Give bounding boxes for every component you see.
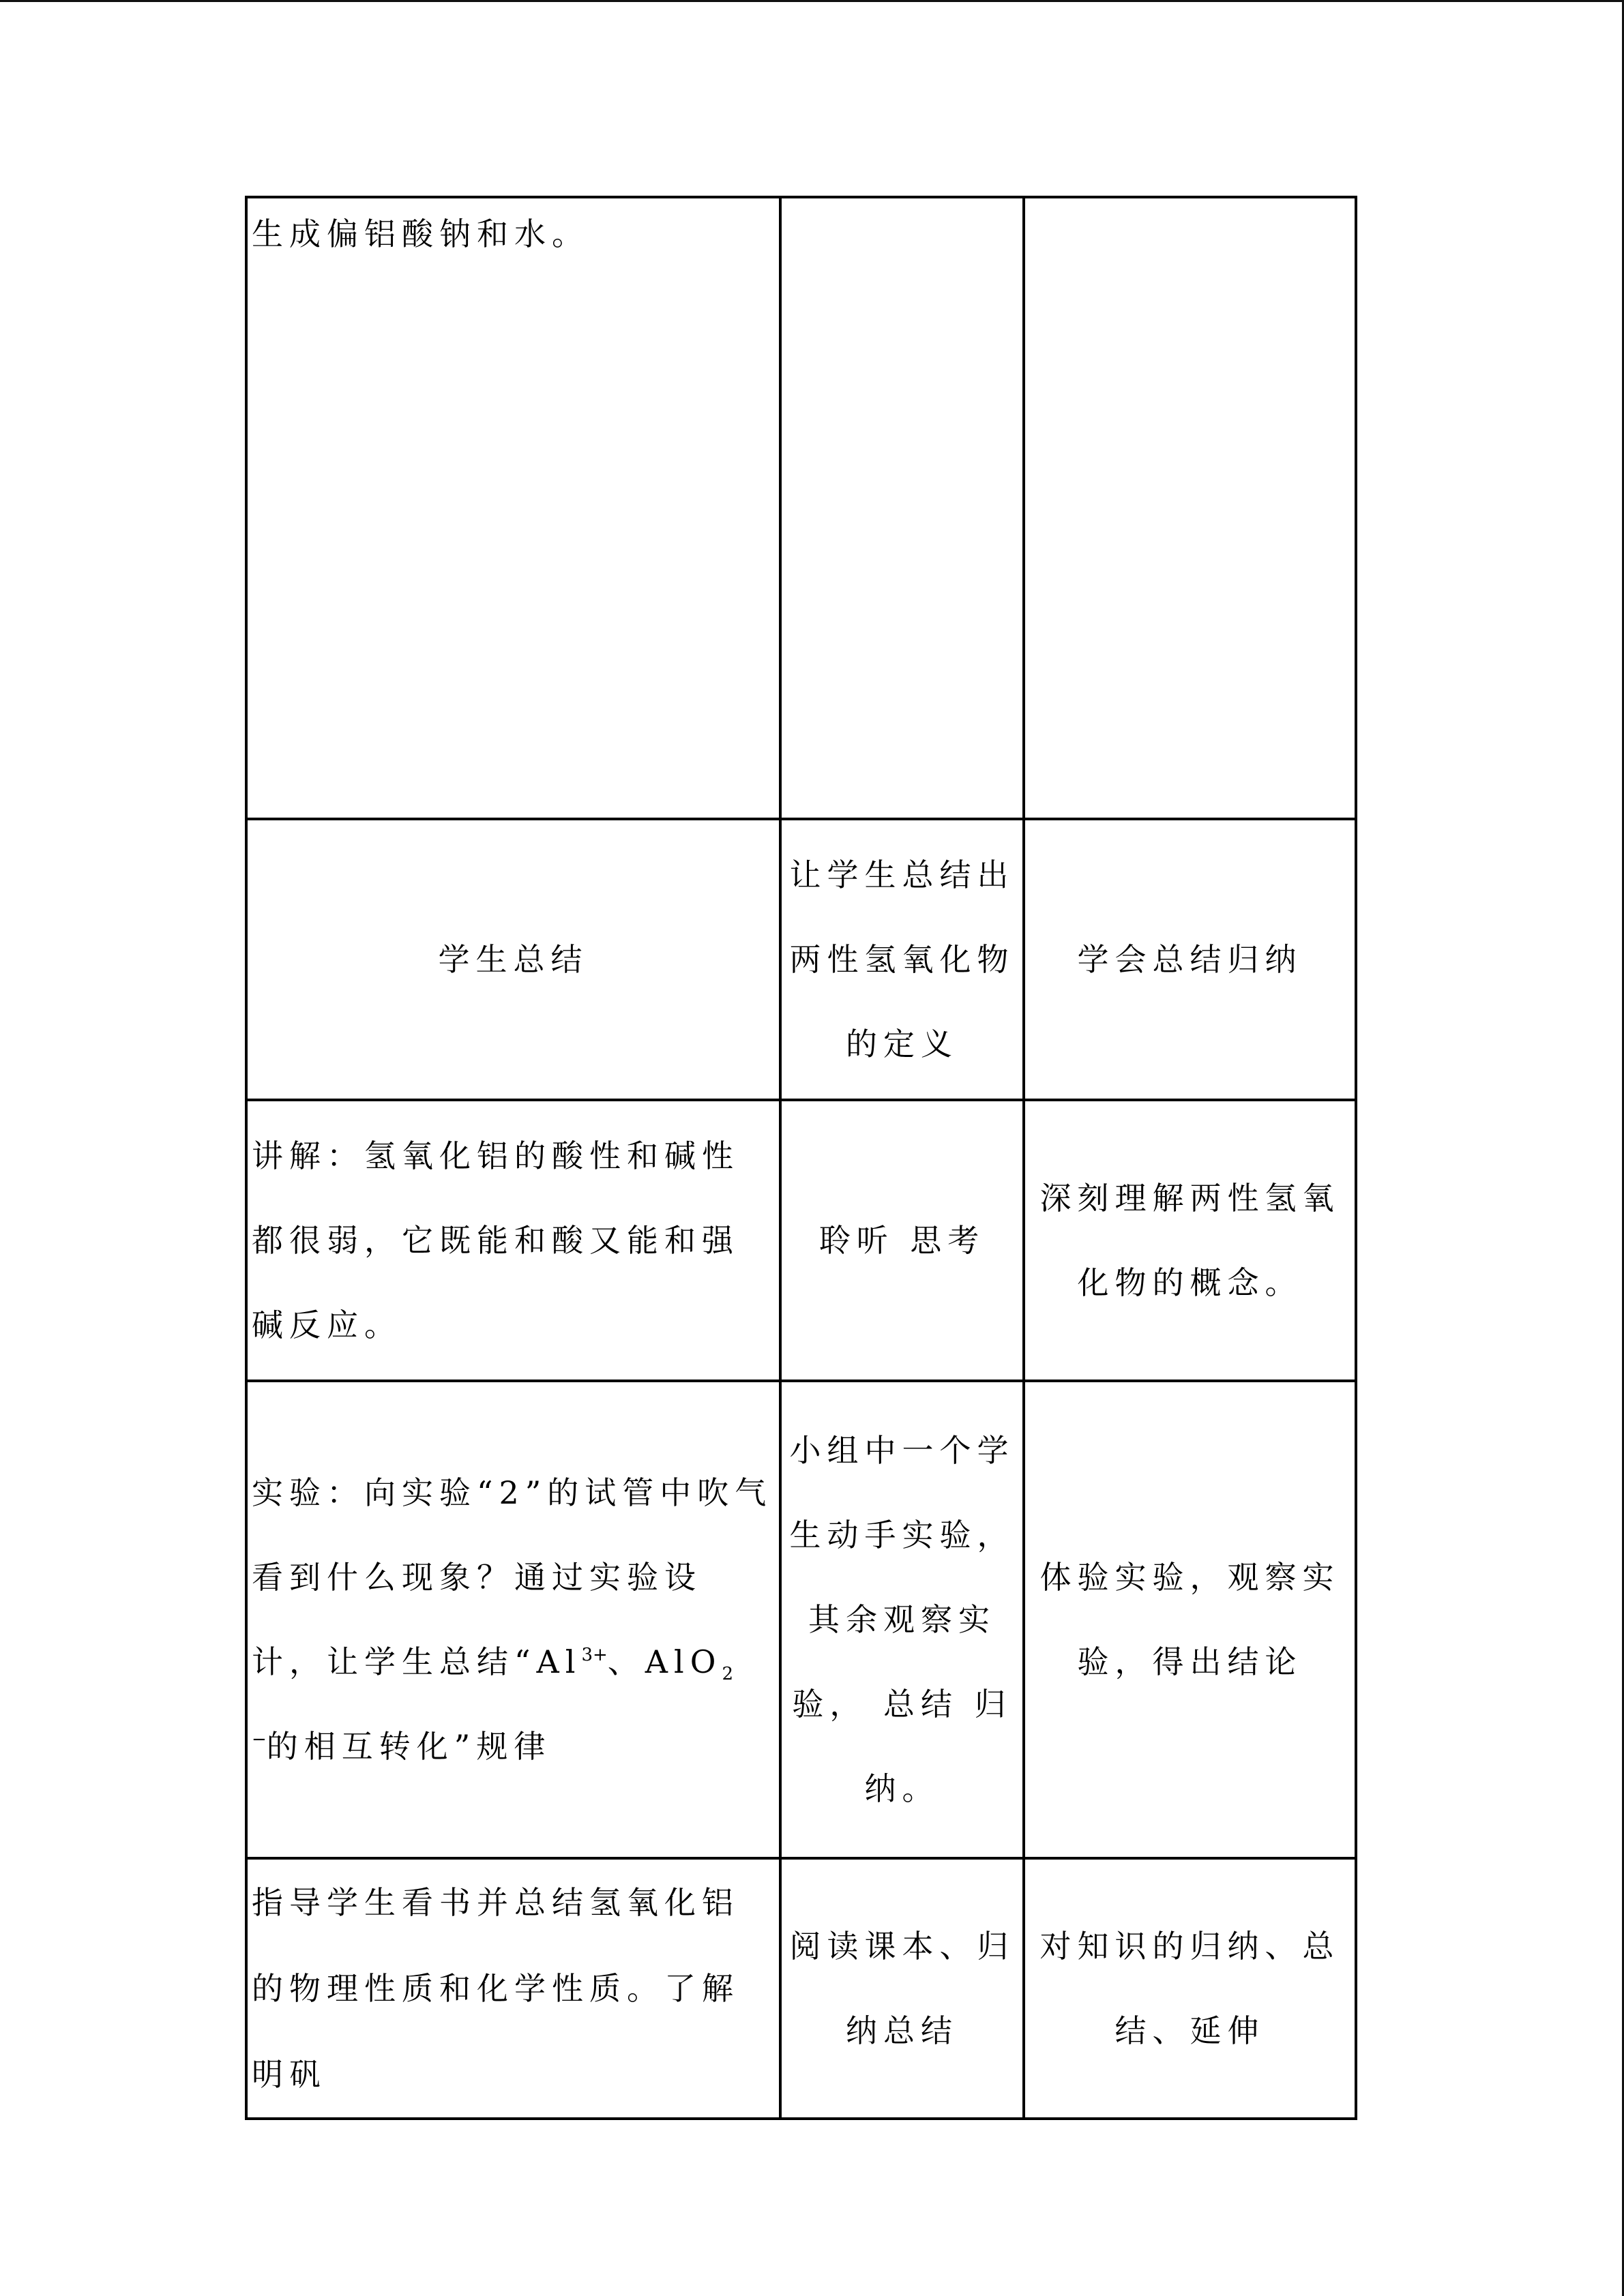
- lesson-plan-table: [245, 196, 1357, 2120]
- page-edge-top: [0, 0, 1624, 2]
- table-row: [246, 1858, 1356, 2119]
- text-after-formula: 的相互转化”规律: [266, 1728, 552, 1765]
- teacher-activity-cell: [246, 1381, 780, 1858]
- design-intent-text: 体验实验，观察实验，得出结论: [1039, 1559, 1340, 1680]
- subscript-count: 2: [722, 1664, 733, 1684]
- superscript-charge: 3+: [581, 1645, 608, 1665]
- superscript-charge: −: [252, 1729, 267, 1750]
- student-activity-text: 聆听 思考: [818, 1222, 986, 1259]
- teacher-activity-text: 讲解：氢氧化铝的酸性和碱性都很弱，它既能和酸又能和强碱反应。: [252, 1137, 739, 1343]
- text-before-formula: 实验：向实验“2”的试管中吹气看到什么现象？通过实验设计，让学生总结“Al: [252, 1474, 773, 1680]
- student-activity-cell: [780, 1100, 1024, 1381]
- design-intent-cell: [1024, 1381, 1356, 1858]
- teacher-activity-cell: [246, 197, 780, 819]
- design-intent-cell: [1024, 197, 1356, 819]
- table-row: [246, 1100, 1356, 1381]
- design-intent-text: 深刻理解两性氢氧化物的概念。: [1039, 1180, 1340, 1301]
- table-row: [246, 1381, 1356, 1858]
- teacher-activity-text: 生成偏铝酸钠和水。: [252, 215, 589, 252]
- student-activity-cell: [780, 197, 1024, 819]
- student-activity-text: 小组中一个学生动手实验，其余观察实验， 总结 归纳。: [789, 1432, 1015, 1807]
- table-row: [246, 819, 1356, 1100]
- teacher-activity-cell: [246, 819, 780, 1100]
- student-activity-cell: [780, 1381, 1024, 1858]
- student-activity-text: 让学生总结出两性氢氧化物的定义: [789, 856, 1015, 1062]
- design-intent-cell: [1024, 819, 1356, 1100]
- teacher-activity-cell: [246, 1858, 780, 2119]
- text-formula-mid: 、AlO: [607, 1643, 722, 1680]
- teacher-activity-text: 指导学生看书并总结氢氧化铝的物理性质和化学性质。了解明矾: [252, 1884, 739, 2093]
- teacher-activity-cell: [246, 1100, 780, 1381]
- student-activity-cell: [780, 1858, 1024, 2119]
- design-intent-text: 学会总结归纳: [1077, 941, 1303, 978]
- design-intent-cell: [1024, 1100, 1356, 1381]
- table-row: [246, 197, 1356, 819]
- student-activity-text: 阅读课本、归纳总结: [789, 1928, 1015, 2049]
- design-intent-cell: [1024, 1858, 1356, 2119]
- student-activity-cell: [780, 819, 1024, 1100]
- teacher-activity-text: [252, 1474, 772, 1765]
- design-intent-text: 对知识的归纳、总结、延伸: [1039, 1928, 1340, 2049]
- teacher-activity-text: 学生总结: [438, 941, 589, 978]
